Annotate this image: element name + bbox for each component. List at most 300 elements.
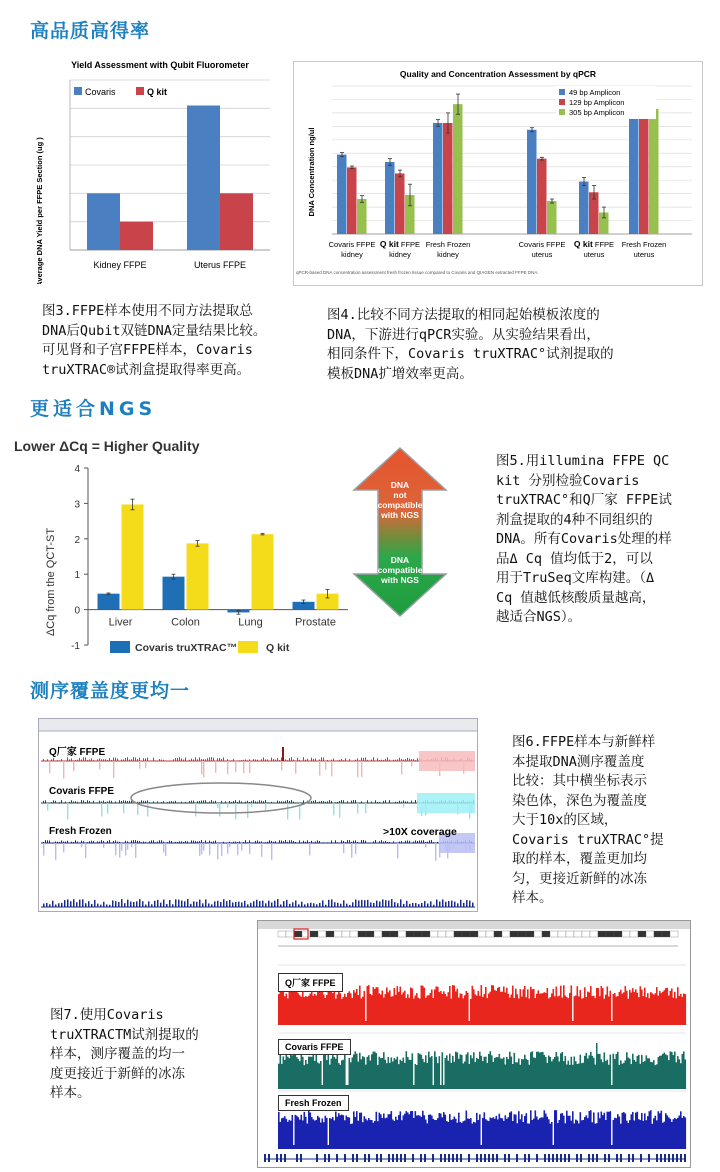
fig7-gene-mark bbox=[404, 1154, 406, 1162]
fig7-coverage-bar bbox=[553, 989, 555, 1025]
fig7-coverage-bar bbox=[439, 1056, 441, 1089]
fig7-coverage-bar bbox=[512, 1121, 514, 1149]
fig7-coverage-bar bbox=[397, 1120, 399, 1149]
fig6-coverage-bar bbox=[433, 842, 434, 843]
fig7-coverage-bar bbox=[572, 1065, 574, 1089]
fig7-coverage-bar bbox=[421, 1055, 423, 1089]
fig6-coverage-bar bbox=[59, 842, 60, 843]
fig6-gene-density-bar bbox=[364, 900, 366, 907]
fig6-coverage-bar bbox=[77, 841, 78, 843]
fig6-coverage-bar bbox=[57, 760, 58, 761]
fig7-coverage-bar bbox=[362, 1056, 364, 1089]
fig7-ideogram-band bbox=[454, 931, 462, 937]
fig6-coverage-bar bbox=[65, 802, 66, 803]
fig6-coverage-dip bbox=[309, 843, 310, 855]
fig6-coverage-bar bbox=[289, 840, 290, 843]
fig6-coverage-bar bbox=[221, 759, 222, 761]
fig6-coverage-bar bbox=[137, 841, 138, 843]
fig7-coverage-bar bbox=[614, 1118, 616, 1149]
fig6-gene-density-bar bbox=[370, 902, 372, 907]
fig7-coverage-bar bbox=[608, 1065, 610, 1089]
fig7-gene-mark bbox=[556, 1154, 558, 1162]
fig7-coverage-bar bbox=[488, 994, 490, 1025]
fig7-coverage-bar bbox=[305, 1060, 307, 1089]
fig7-coverage-bar bbox=[322, 1118, 324, 1149]
fig7-coverage-bar bbox=[430, 1114, 432, 1149]
fig7-coverage-bar bbox=[664, 1122, 666, 1149]
fig6-coverage-bar bbox=[409, 841, 410, 843]
fig7-coverage-bar bbox=[628, 1058, 630, 1089]
fig6-coverage-bar bbox=[79, 758, 80, 761]
fig7-coverage-bar bbox=[446, 996, 448, 1025]
fig7-coverage-bar bbox=[604, 1052, 606, 1089]
fig6-coverage-bar bbox=[411, 759, 412, 761]
fig6-coverage-bar bbox=[147, 800, 148, 803]
fig7-coverage-bar bbox=[385, 994, 387, 1025]
fig7-coverage-bar bbox=[430, 1057, 432, 1089]
fig7-coverage-bar bbox=[346, 1085, 348, 1089]
fig6-coverage-bar bbox=[343, 800, 344, 803]
fig6-coverage-bar bbox=[149, 841, 150, 843]
fig6-coverage-bar bbox=[145, 758, 146, 761]
fig6-coverage-bar bbox=[109, 758, 110, 761]
fig6-coverage-bar bbox=[181, 802, 182, 803]
fig7-coverage-bar bbox=[496, 991, 498, 1025]
fig6-coverage-bar bbox=[107, 801, 108, 803]
fig7-gene-mark bbox=[560, 1154, 562, 1162]
fig6-coverage-bar bbox=[107, 841, 108, 843]
fig6-coverage-bar bbox=[179, 757, 180, 761]
fig6-coverage-dip bbox=[139, 761, 140, 769]
fig6-coverage-bar bbox=[207, 842, 208, 843]
fig6-coverage-bar bbox=[143, 758, 144, 761]
fig7-coverage-bar bbox=[433, 998, 435, 1025]
fig7-coverage-bar bbox=[346, 1115, 348, 1149]
fig6-coverage-bar bbox=[145, 801, 146, 803]
fig7-coverage-bar bbox=[415, 995, 417, 1025]
fig7-ideogram-band bbox=[534, 931, 542, 937]
fig7-gene-mark bbox=[356, 1154, 358, 1162]
fig4-legend-305: 305 bp Amplicon bbox=[569, 108, 625, 117]
fig6-coverage-bar bbox=[69, 759, 70, 761]
fig7-coverage-bar bbox=[311, 989, 313, 1025]
fig7-coverage-bar bbox=[290, 1121, 292, 1149]
fig5-ytick-label: 0 bbox=[74, 605, 80, 617]
fig6-coverage-bar bbox=[263, 801, 264, 803]
fig7-coverage-bar bbox=[682, 1054, 684, 1089]
fig6-coverage-bar bbox=[199, 757, 200, 761]
fig6-coverage-dip bbox=[251, 803, 252, 807]
fig7-coverage-bar bbox=[427, 995, 429, 1025]
fig7-coverage-bar bbox=[304, 997, 306, 1025]
fig6-coverage-bar bbox=[399, 801, 400, 803]
fig7-coverage-bar bbox=[461, 1123, 463, 1149]
fig6-coverage-dip bbox=[333, 803, 334, 815]
fig7-coverage-bar bbox=[553, 1145, 555, 1149]
fig7-coverage-bar bbox=[443, 1112, 445, 1149]
fig7-coverage-bar bbox=[638, 997, 640, 1025]
fig7-coverage-bar bbox=[511, 1057, 513, 1089]
fig7-coverage-bar bbox=[484, 1057, 486, 1089]
fig7-coverage-bar bbox=[460, 1122, 462, 1149]
fig6-coverage-bar bbox=[103, 801, 104, 803]
fig7-gene-mark bbox=[496, 1154, 498, 1162]
fig4-category-tissue: uterus bbox=[633, 250, 655, 259]
fig6-gene-density-bar bbox=[436, 900, 438, 907]
fig7-coverage-bar bbox=[338, 992, 340, 1025]
fig6-coverage-dip bbox=[201, 761, 202, 774]
fig6-coverage-bar bbox=[43, 759, 44, 761]
fig6-gene-density-bar bbox=[160, 903, 162, 907]
fig7-gene-mark bbox=[412, 1154, 414, 1162]
fig6-coverage-bar bbox=[373, 841, 374, 843]
fig6-coverage-bar bbox=[261, 759, 262, 761]
fig7-coverage-bar bbox=[605, 995, 607, 1025]
fig6-coverage-bar bbox=[345, 842, 346, 843]
fig6-coverage-bar bbox=[261, 841, 262, 843]
fig6-gene-density-bar bbox=[334, 902, 336, 907]
fig7-coverage-bar bbox=[482, 997, 484, 1025]
fig7-ideogram-band bbox=[526, 931, 534, 937]
fig6-coverage-bar bbox=[325, 802, 326, 803]
fig7-coverage-bar bbox=[515, 1062, 517, 1089]
fig7-coverage-bar bbox=[509, 998, 511, 1025]
fig6-gene-density-bar bbox=[70, 901, 72, 907]
fig6-coverage-bar bbox=[341, 800, 342, 803]
fig6-coverage-bar bbox=[213, 758, 214, 761]
fig7-ideogram-band bbox=[326, 931, 334, 937]
fig7-coverage-bar bbox=[602, 1062, 604, 1089]
fig6-coverage-bar bbox=[231, 802, 232, 803]
fig6-coverage-bar bbox=[273, 759, 274, 761]
fig7-coverage-bar bbox=[322, 1085, 324, 1089]
fig7-coverage-bar bbox=[311, 1057, 313, 1089]
fig6-gene-density-bar bbox=[181, 901, 183, 907]
fig7-coverage-bar bbox=[286, 1053, 288, 1089]
fig7-coverage-bar bbox=[403, 1115, 405, 1149]
fig7-coverage-bar bbox=[677, 1056, 679, 1089]
fig7-coverage-bar bbox=[331, 1119, 333, 1149]
fig6-coverage-bar bbox=[143, 801, 144, 803]
fig7-coverage-bar bbox=[371, 1054, 373, 1089]
fig7-coverage-bar bbox=[679, 1059, 681, 1089]
fig7-coverage-bar bbox=[398, 992, 400, 1025]
fig7-gene-mark bbox=[400, 1154, 402, 1162]
fig7-coverage-bar bbox=[383, 1052, 385, 1089]
fig6-gene-density-bar bbox=[247, 904, 249, 907]
fig7-coverage-bar bbox=[391, 997, 393, 1025]
fig7-coverage-bar bbox=[532, 1051, 534, 1089]
fig7-coverage-bar bbox=[526, 1059, 528, 1089]
fig6-coverage-bar bbox=[313, 842, 314, 843]
fig7-gene-mark bbox=[616, 1154, 618, 1162]
fig7-coverage-bar bbox=[517, 1062, 519, 1089]
fig6-coverage-bar bbox=[121, 801, 122, 803]
fig7-coverage-bar bbox=[361, 999, 363, 1025]
fig7-coverage-bar bbox=[362, 1122, 364, 1149]
fig6-coverage-label: >10X coverage bbox=[383, 826, 457, 838]
fig6-coverage-bar bbox=[137, 759, 138, 761]
fig7-coverage-bar bbox=[545, 1114, 547, 1149]
fig7-coverage-bar bbox=[463, 1063, 465, 1089]
fig7-coverage-bar bbox=[578, 1123, 580, 1149]
fig7-coverage-bar bbox=[646, 1120, 648, 1149]
fig7-coverage-bar bbox=[611, 1085, 613, 1089]
fig7-coverage-bar bbox=[628, 1123, 630, 1149]
fig7-coverage-bar bbox=[661, 1111, 663, 1149]
fig7-coverage-bar bbox=[322, 991, 324, 1025]
fig7-coverage-bar bbox=[533, 989, 535, 1025]
fig7-coverage-bar bbox=[394, 1058, 396, 1089]
fig7-coverage-bar bbox=[581, 1063, 583, 1089]
fig6-coverage-bar bbox=[365, 841, 366, 843]
fig7-gene-mark bbox=[604, 1154, 606, 1162]
fig6-coverage-dip bbox=[271, 843, 272, 860]
fig6-coverage-bar bbox=[397, 802, 398, 803]
fig7-coverage-bar bbox=[394, 988, 396, 1025]
fig6-coverage-bar bbox=[51, 802, 52, 803]
fig7-coverage-bar bbox=[481, 1145, 483, 1149]
fig6-gene-density-bar bbox=[277, 899, 279, 907]
fig7-coverage-bar bbox=[449, 986, 451, 1025]
fig7-coverage-bar bbox=[556, 1110, 558, 1149]
fig7-coverage-bar bbox=[364, 1057, 366, 1089]
fig6-coverage-bar bbox=[117, 758, 118, 761]
fig6-gene-density-bar bbox=[64, 900, 66, 907]
fig7-coverage-bar bbox=[370, 1061, 372, 1089]
fig6-coverage-bar bbox=[113, 758, 114, 761]
fig5-title: Lower ΔCq = Higher Quality bbox=[14, 438, 200, 454]
fig7-coverage-bar bbox=[508, 994, 510, 1025]
fig7-coverage-bar bbox=[464, 995, 466, 1025]
fig7-coverage-bar bbox=[490, 1051, 492, 1089]
fig7-coverage-bar bbox=[469, 1064, 471, 1089]
fig7-coverage-bar bbox=[440, 1085, 442, 1089]
fig6-coverage-bar bbox=[357, 758, 358, 761]
fig7-coverage-bar bbox=[478, 991, 480, 1025]
fig7-coverage-bar bbox=[632, 1054, 634, 1089]
fig6-coverage-bar bbox=[253, 842, 254, 843]
fig6-coverage-bar bbox=[129, 760, 130, 761]
fig6-coverage-bar bbox=[65, 842, 66, 843]
fig6-coverage-bar bbox=[355, 840, 356, 843]
fig6-gene-density-bar bbox=[103, 902, 105, 907]
fig7-ideogram-band bbox=[614, 931, 622, 937]
fig6-coverage-bar bbox=[259, 842, 260, 843]
fig6-gene-density-bar bbox=[355, 900, 357, 907]
fig4-category-label bbox=[380, 239, 420, 249]
fig3-ylabel: Average DNA Yield per FFPE Section (ug ) bbox=[35, 137, 44, 284]
fig4-bar bbox=[337, 155, 347, 234]
fig6-coverage-bar bbox=[335, 802, 336, 803]
fig7-coverage-bar bbox=[401, 1120, 403, 1149]
fig7-coverage-bar bbox=[367, 1057, 369, 1089]
fig7-gene-mark bbox=[628, 1154, 630, 1162]
fig7-gene-mark bbox=[660, 1154, 662, 1162]
fig6-gene-density-bar bbox=[169, 900, 171, 907]
fig7-coverage-bar bbox=[296, 1116, 298, 1149]
fig7-coverage-bar bbox=[661, 993, 663, 1025]
fig7-coverage-bar bbox=[394, 1121, 396, 1149]
fig6-coverage-bar bbox=[419, 840, 420, 843]
fig7-coverage-bar bbox=[490, 992, 492, 1025]
fig6-coverage-bar bbox=[193, 841, 194, 843]
fig7-coverage-bar bbox=[380, 1058, 382, 1089]
fig7-coverage-bar bbox=[571, 1057, 573, 1089]
fig7-coverage-bar bbox=[416, 1115, 418, 1149]
fig6-coverage-bar bbox=[243, 760, 244, 761]
fig7-coverage-bar bbox=[655, 1065, 657, 1089]
fig6-coverage-bar bbox=[75, 840, 76, 843]
fig7-coverage-bar bbox=[658, 1057, 660, 1089]
fig7-coverage-bar bbox=[392, 1119, 394, 1149]
fig6-coverage-bar bbox=[159, 840, 160, 843]
fig6-coverage-bar bbox=[159, 759, 160, 761]
fig7-coverage-bar bbox=[545, 993, 547, 1025]
fig6-coverage-bar bbox=[293, 841, 294, 843]
fig6-coverage-bar bbox=[231, 842, 232, 843]
fig7-ideogram-band bbox=[358, 931, 366, 937]
fig7-coverage-bar bbox=[550, 997, 552, 1025]
fig7-coverage-bar bbox=[325, 1054, 327, 1089]
fig7-coverage-bar bbox=[655, 1116, 657, 1149]
fig6-coverage-dip bbox=[361, 761, 362, 777]
fig6-coverage-dip bbox=[243, 761, 244, 773]
fig6-coverage-bar bbox=[377, 802, 378, 803]
fig7-coverage-bar bbox=[416, 993, 418, 1025]
fig6-coverage-bar bbox=[269, 840, 270, 843]
fig6-coverage-bar bbox=[311, 758, 312, 761]
fig7-coverage-bar bbox=[434, 1051, 436, 1089]
fig7-coverage-bar bbox=[448, 992, 450, 1025]
fig7-coverage-bar bbox=[367, 986, 369, 1025]
fig6-coverage-bar bbox=[265, 759, 266, 761]
fig7-coverage-bar bbox=[667, 1115, 669, 1149]
fig7-coverage-bar bbox=[530, 1052, 532, 1089]
fig7-coverage-bar bbox=[683, 1116, 685, 1149]
fig6-coverage-dip bbox=[121, 843, 122, 851]
arrow-top-line-1: not bbox=[393, 490, 407, 500]
fig7-coverage-bar bbox=[680, 994, 682, 1025]
fig7-coverage-bar bbox=[443, 991, 445, 1025]
fig7-gene-mark bbox=[536, 1154, 538, 1162]
fig7-ideogram-band bbox=[278, 931, 286, 937]
fig7-coverage-bar bbox=[304, 1065, 306, 1089]
fig6-gene-density-bar bbox=[217, 901, 219, 907]
fig6-gene-density-bar bbox=[142, 901, 144, 907]
fig6-coverage-dip bbox=[67, 803, 68, 819]
fig3-legend-swatch-qkit bbox=[136, 87, 144, 95]
fig7-coverage-bar bbox=[578, 1064, 580, 1089]
fig7-coverage-bar bbox=[607, 986, 609, 1025]
fig6-coverage-dip bbox=[227, 843, 228, 854]
fig7-coverage-bar bbox=[554, 996, 556, 1025]
fig7-gene-mark bbox=[432, 1154, 434, 1162]
fig6-gene-density-bar bbox=[460, 900, 462, 907]
fig7-coverage-bar bbox=[518, 998, 520, 1025]
fig6-coverage-bar bbox=[195, 757, 196, 761]
fig6-coverage-bar bbox=[251, 842, 252, 843]
fig7-coverage-bar bbox=[547, 1063, 549, 1089]
fig7-ideogram-band bbox=[494, 931, 502, 937]
fig7-coverage-bar bbox=[350, 993, 352, 1025]
fig6-coverage-bar bbox=[189, 801, 190, 803]
fig4-category-method: Q kit bbox=[379, 239, 399, 249]
fig6-gene-density-bar bbox=[244, 901, 246, 907]
fig6-coverage-bar bbox=[407, 840, 408, 843]
fig7-coverage-bar bbox=[670, 991, 672, 1025]
fig6-coverage-bar bbox=[167, 802, 168, 803]
fig5-legend-covaris: Covaris truXTRAC™ bbox=[135, 642, 238, 654]
fig6-coverage-bar bbox=[195, 841, 196, 843]
fig7-coverage-bar bbox=[412, 988, 414, 1025]
fig7-coverage-bar bbox=[602, 988, 604, 1025]
fig6-coverage-bar bbox=[409, 759, 410, 761]
fig7-coverage-bar bbox=[427, 1123, 429, 1149]
fig6-gene-density-bar bbox=[226, 901, 228, 907]
fig7-coverage-bar bbox=[341, 1115, 343, 1149]
fig7-coverage-bar bbox=[409, 1114, 411, 1149]
fig6-caption: 图6.FFPE样本与新鲜样 本提取DNA测序覆盖度 比较：其中横坐标表示 染色体，深色为覆盖度 大于10x的区域， Covaris truXTRAC°提 取的样本，覆盖更加均 匀，更接近新鲜的冰冻 样本。 bbox=[512, 734, 664, 906]
fig7-gene-mark bbox=[528, 1154, 530, 1162]
fig7-coverage-bar bbox=[616, 1118, 618, 1149]
fig7-coverage-bar bbox=[557, 1056, 559, 1089]
fig7-gene-mark bbox=[300, 1154, 302, 1162]
fig6-coverage-dip bbox=[397, 843, 398, 858]
fig6-coverage-bar bbox=[205, 840, 206, 843]
fig7-coverage-bar bbox=[409, 1060, 411, 1089]
fig7-coverage-bar bbox=[299, 1061, 301, 1089]
fig6-coverage-bar bbox=[167, 842, 168, 843]
fig7-coverage-bar bbox=[541, 1117, 543, 1149]
fig7-coverage-bar bbox=[431, 989, 433, 1025]
fig7-ideogram-band bbox=[478, 931, 486, 937]
fig6-coverage-dip bbox=[365, 803, 366, 813]
fig6-coverage-bar bbox=[169, 801, 170, 803]
fig7-coverage-bar bbox=[446, 1055, 448, 1089]
fig7-coverage-bar bbox=[542, 993, 544, 1025]
fig7-coverage-bar bbox=[400, 1111, 402, 1149]
fig6-coverage-bar bbox=[197, 801, 198, 803]
fig7-coverage-bar bbox=[649, 1111, 651, 1149]
fig7-coverage-bar bbox=[356, 989, 358, 1025]
fig6-gene-density-bar bbox=[427, 903, 429, 907]
fig6-coverage-bar bbox=[99, 758, 100, 761]
fig4-category-label bbox=[426, 240, 471, 249]
fig6-coverage-bar bbox=[93, 841, 94, 843]
fig6-coverage-bar bbox=[125, 841, 126, 843]
fig7-coverage-bar bbox=[328, 1054, 330, 1089]
fig4-bar bbox=[649, 109, 659, 234]
fig7-coverage-bar bbox=[409, 998, 411, 1025]
fig7-ideogram-band bbox=[422, 931, 430, 937]
fig6-coverage-bar bbox=[383, 801, 384, 803]
fig7-coverage-bar bbox=[494, 1058, 496, 1089]
fig7-coverage-bar bbox=[503, 1121, 505, 1149]
fig7-coverage-bar bbox=[436, 986, 438, 1025]
fig7-gene-mark bbox=[684, 1154, 686, 1162]
fig7-coverage-bar bbox=[400, 1060, 402, 1089]
fig6-coverage-bar bbox=[321, 801, 322, 803]
fig6-coverage-bar bbox=[185, 802, 186, 803]
fig6-coverage-bar bbox=[269, 760, 270, 761]
fig6-coverage-bar bbox=[207, 802, 208, 803]
fig6-coverage-bar bbox=[101, 840, 102, 843]
fig5-ytick-label: 2 bbox=[74, 534, 80, 546]
fig7-coverage-bar bbox=[506, 988, 508, 1025]
fig6-coverage-bar bbox=[115, 802, 116, 803]
fig7-coverage-bar bbox=[536, 994, 538, 1025]
